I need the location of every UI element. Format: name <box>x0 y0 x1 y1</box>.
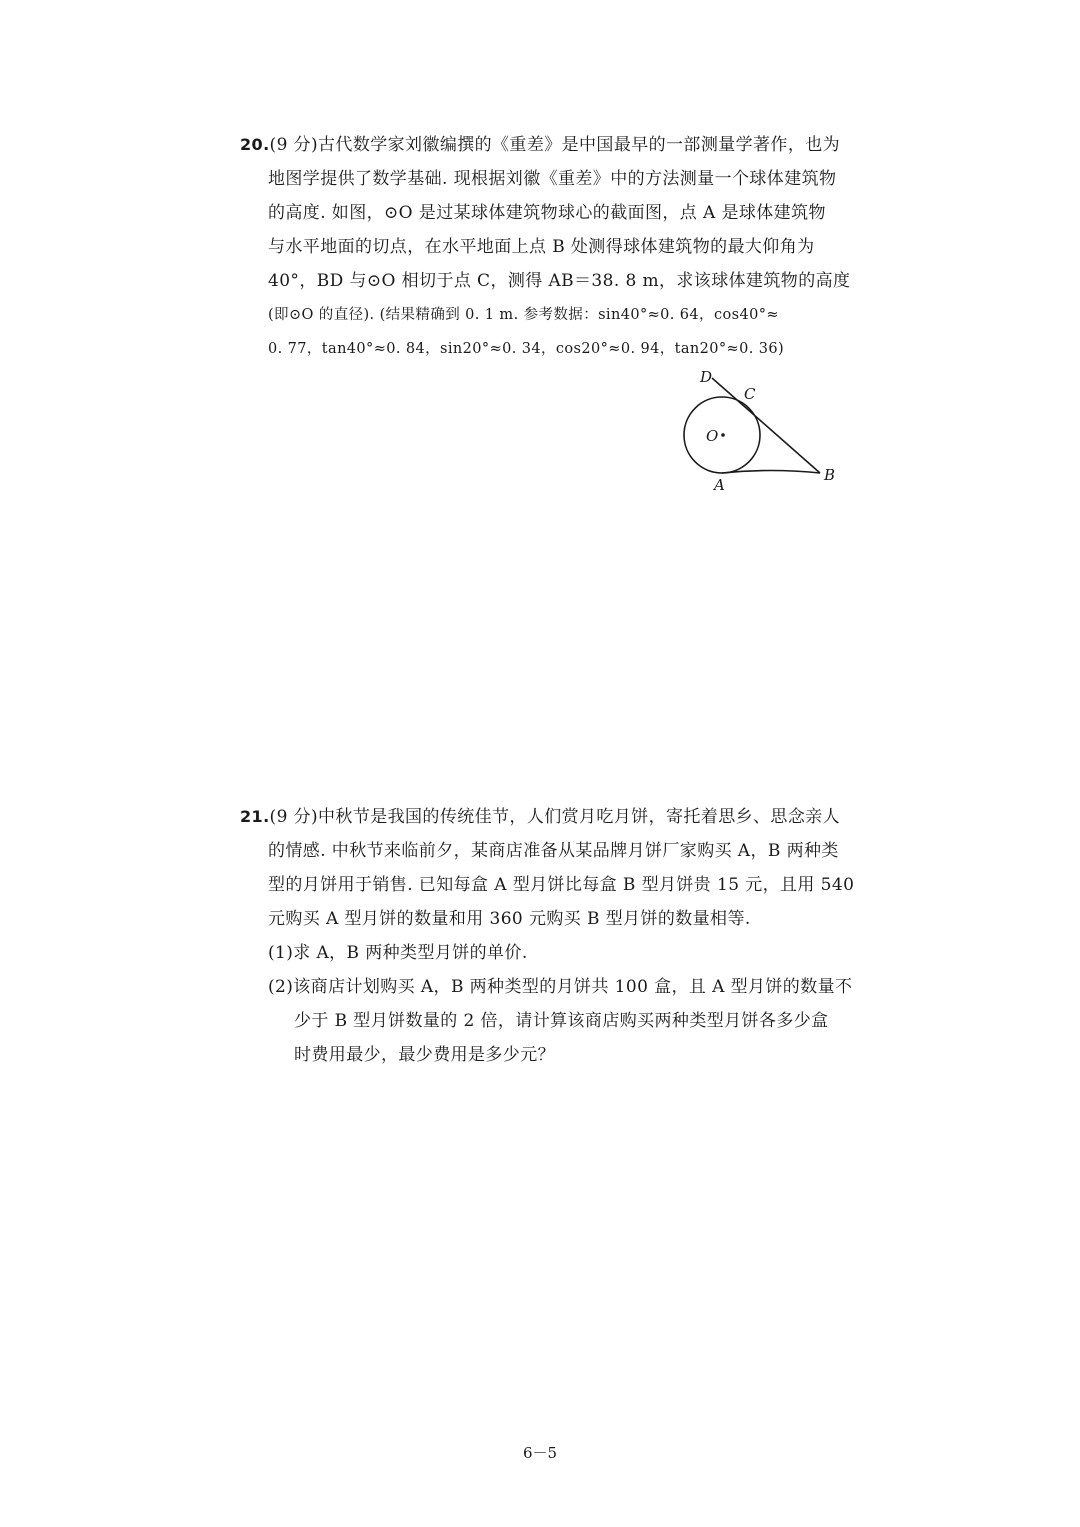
problem-21 <box>240 800 855 1072</box>
label-d: D <box>700 368 713 386</box>
problem-20 <box>240 128 851 366</box>
problem-20-line-2: 地图学提供了数学基础. 现根据刘徽《重差》中的方法测量一个球体建筑物 <box>268 169 837 189</box>
problem-21-subquestion-2-line-3: 时费用最少，最少费用是多少元？ <box>294 1045 555 1065</box>
problem-20-line-1 <box>240 128 840 162</box>
problem-20-line-4: 与水平地面的切点，在水平地面上点 B 处测得球体建筑物的最大仰角为 <box>268 237 815 257</box>
tangent-line-bd <box>712 378 820 473</box>
problem-21-number: 21. <box>240 807 270 826</box>
center-point-o <box>721 433 725 437</box>
problem-21-line-3: 型的月饼用于销售. 已知每盒 A 型月饼比每盒 B 型月饼贵 15 元，且用 540 <box>268 875 855 895</box>
problem-21-subquestion-1: (1)求 A，B 两种类型月饼的单价. <box>268 943 528 963</box>
problem-21-line-2: 的情感. 中秋节来临前夕，某商店准备从某品牌月饼厂家购买 A，B 两种类 <box>268 841 839 861</box>
problem-20-line-3: 的高度. 如图，⊙O 是过某球体建筑物球心的截面图，点 A 是球体建筑物 <box>268 203 826 223</box>
label-o: O <box>706 427 719 445</box>
geometry-diagram <box>676 362 846 500</box>
problem-20-line-5: 40°，BD 与⊙O 相切于点 C，测得 AB＝38. 8 m，求该球体建筑物的高度 <box>268 271 851 291</box>
problem-21-subquestion-2-line-2: 少于 B 型月饼数量的 2 倍，请计算该商店购买两种类型月饼各多少盒 <box>294 1011 829 1031</box>
problem-20-line-7: 0. 77，tan40°≈0. 84，sin20°≈0. 34，cos20°≈0. 94，tan20°≈0. 36) <box>268 341 785 357</box>
label-b: B <box>824 466 836 484</box>
problem-20-number: 20. <box>240 135 270 154</box>
problem-21-line-4: 元购买 A 型月饼的数量和用 360 元购买 B 型月饼的数量相等. <box>268 909 751 929</box>
page-number: 6－5 <box>522 1444 558 1462</box>
problem-21-text-1: (9 分)中秋节是我国的传统佳节，人们赏月吃月饼，寄托着思乡、思念亲人 <box>269 807 841 827</box>
problem-21-subquestion-2-line-1: (2)该商店计划购买 A，B 两种类型的月饼共 100 盒，且 A 型月饼的数量不 <box>268 977 853 997</box>
problem-20-text-1: (9 分)古代数学家刘徽编撰的《重差》是中国最早的一部测量学著作，也为 <box>269 135 841 155</box>
problem-21-line-1 <box>240 800 840 834</box>
problem-20-figure <box>676 362 846 500</box>
problem-20-line-6: (即⊙O 的直径). (结果精确到 0. 1 m. 参考数据：sin40°≈0. 64，cos40°≈ <box>268 307 779 323</box>
label-c: C <box>744 385 756 403</box>
label-a: A <box>714 476 725 494</box>
